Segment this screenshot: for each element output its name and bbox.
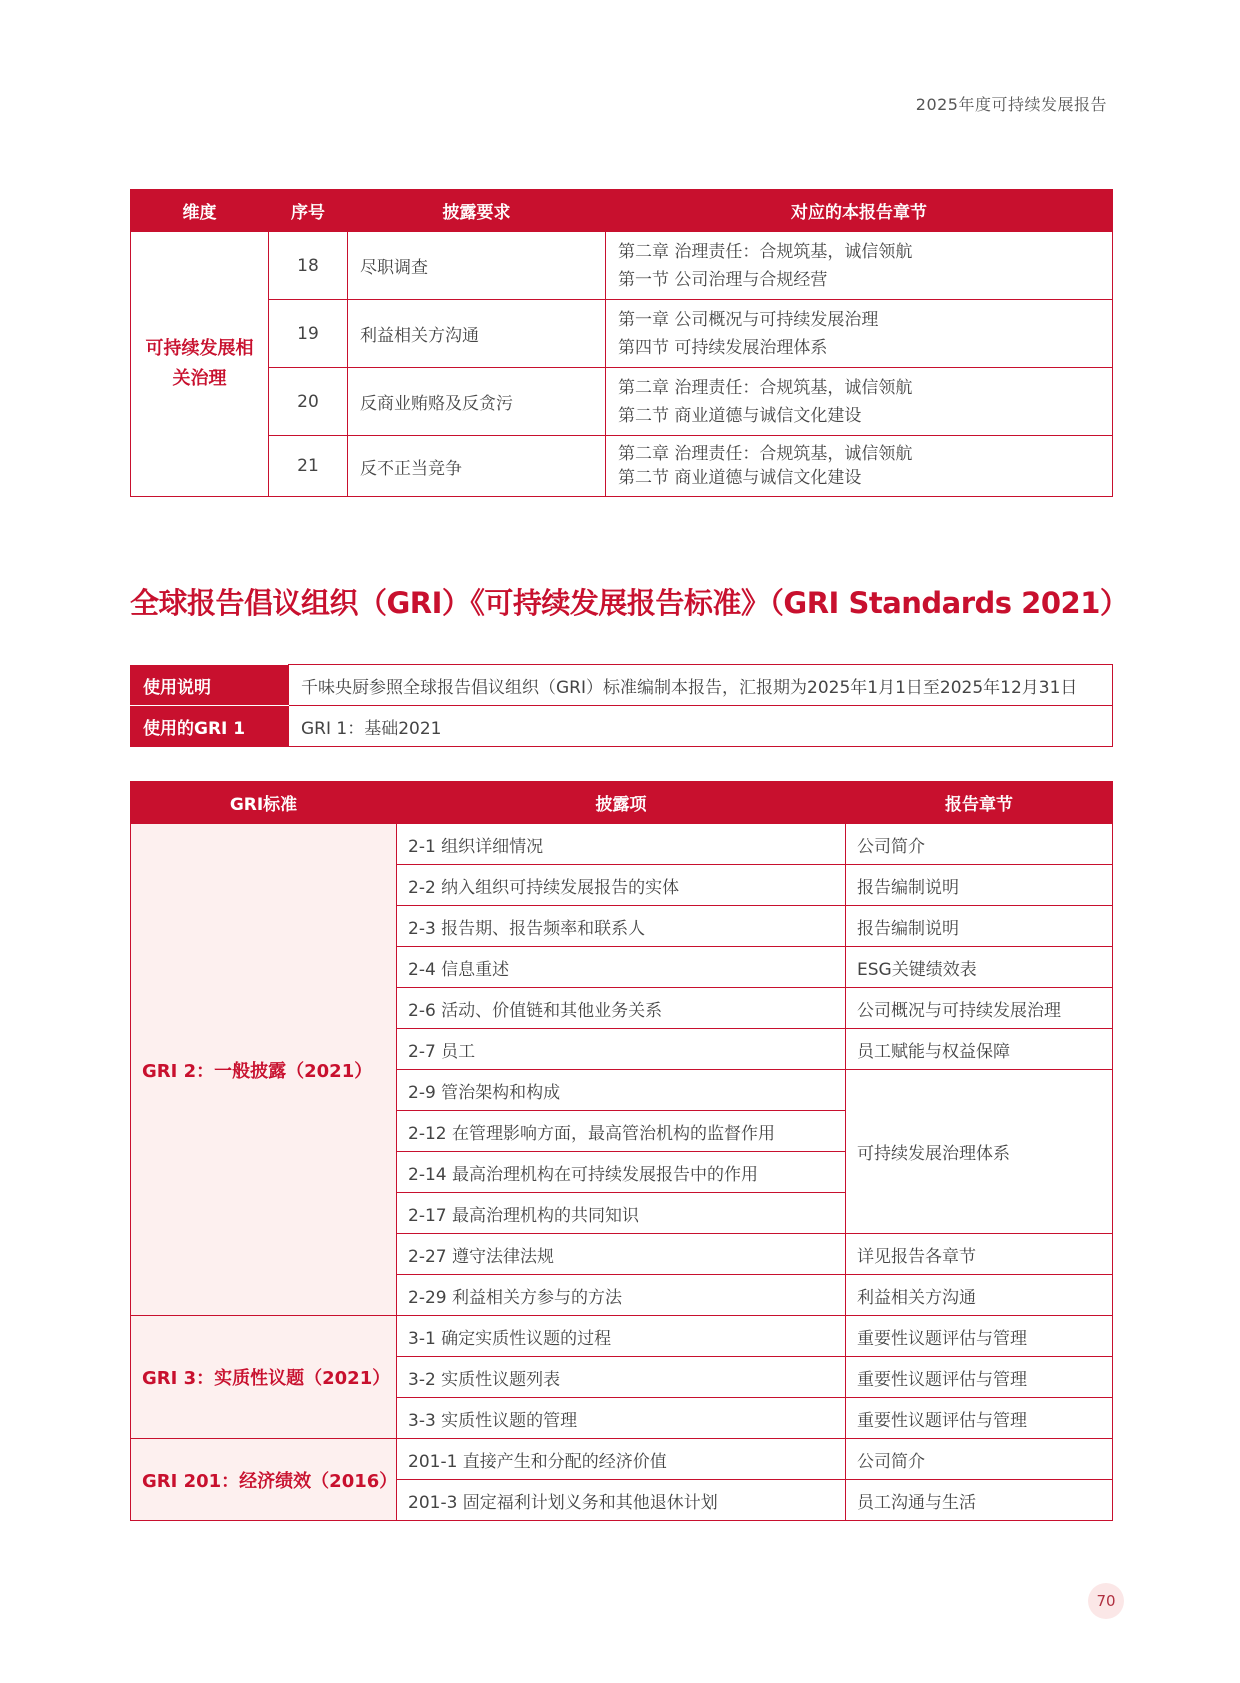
section-cell: [606, 368, 1113, 436]
table-row: [131, 436, 1113, 497]
section-line: 第四节 可持续发展治理体系: [618, 337, 828, 358]
disclosure-item: 201-3 固定福利计划义务和其他退休计划: [397, 1480, 846, 1521]
disclosure-item: 2-4 信息重述: [397, 947, 846, 988]
seq-cell: 21: [269, 436, 348, 497]
section-line: 第二节 商业道德与诚信文化建设: [618, 405, 862, 426]
section-cell: [606, 300, 1113, 368]
col-header-requirement: 披露要求: [348, 190, 606, 232]
report-chapter: 利益相关方沟通: [846, 1275, 1113, 1316]
section-line: 第二章 治理责任：合规筑基，诚信领航: [618, 377, 913, 398]
report-chapter: 员工赋能与权益保障: [846, 1029, 1113, 1070]
section-cell: [606, 232, 1113, 300]
report-chapter: 报告编制说明: [846, 906, 1113, 947]
table-row: [131, 368, 1113, 436]
usage-value: 千味央厨参照全球报告倡议组织（GRI）标准编制本报告，汇报期为2025年1月1日至2025年12月31日: [289, 665, 1113, 706]
report-chapter: 重要性议题评估与管理: [846, 1316, 1113, 1357]
disclosure-item: 2-12 在管理影响方面，最高管治机构的监督作用: [397, 1111, 846, 1152]
col-header-standard: GRI标准: [131, 782, 397, 824]
requirement-cell: 反商业贿赂及反贪污: [348, 368, 606, 436]
requirement-cell: 利益相关方沟通: [348, 300, 606, 368]
disclosure-item: 2-14 最高治理机构在可持续发展报告中的作用: [397, 1152, 846, 1193]
col-header-chapter: 报告章节: [846, 782, 1113, 824]
table-header-row: [131, 190, 1113, 232]
seq-cell: 18: [269, 232, 348, 300]
governance-table: [130, 189, 1113, 497]
disclosure-item: 201-1 直接产生和分配的经济价值: [397, 1439, 846, 1480]
table-row: [131, 665, 1113, 706]
page-number: 70: [1088, 1583, 1124, 1619]
seq-cell: 20: [269, 368, 348, 436]
report-chapter: 重要性议题评估与管理: [846, 1357, 1113, 1398]
disclosure-item: 2-6 活动、价值链和其他业务关系: [397, 988, 846, 1029]
gri-standard-cell: GRI 2：一般披露（2021）: [131, 824, 397, 1316]
table-row: [131, 706, 1113, 747]
disclosure-item: 3-3 实质性议题的管理: [397, 1398, 846, 1439]
table-row: [131, 232, 1113, 300]
disclosure-item: 2-3 报告期、报告频率和联系人: [397, 906, 846, 947]
report-chapter: 员工沟通与生活: [846, 1480, 1113, 1521]
dimension-cell: 可持续发展相关治理: [131, 232, 269, 497]
report-chapter: 报告编制说明: [846, 865, 1113, 906]
section-line: 第二章 治理责任：合规筑基，诚信领航: [618, 444, 913, 464]
section-line: 第二节 商业道德与诚信文化建设: [618, 468, 862, 488]
section-cell: [606, 436, 1113, 497]
table-row: [131, 1316, 1113, 1357]
section-title: 全球报告倡议组织（GRI）《可持续发展报告标准》（GRI Standards 2021）: [130, 586, 1129, 620]
gri-standard-cell: GRI 3：实质性议题（2021）: [131, 1316, 397, 1439]
report-chapter: 公司概况与可持续发展治理: [846, 988, 1113, 1029]
col-header-seq: 序号: [269, 190, 348, 232]
usage-key: 使用说明: [131, 665, 289, 706]
disclosure-item: 2-2 纳入组织可持续发展报告的实体: [397, 865, 846, 906]
disclosure-item: 2-27 遵守法律法规: [397, 1234, 846, 1275]
seq-cell: 19: [269, 300, 348, 368]
col-header-item: 披露项: [397, 782, 846, 824]
table-row: [131, 1439, 1113, 1480]
report-chapter: 详见报告各章节: [846, 1234, 1113, 1275]
col-header-section: 对应的本报告章节: [606, 190, 1113, 232]
section-line: 第一章 公司概况与可持续发展治理: [618, 309, 879, 330]
gri-index-table: [130, 781, 1113, 1521]
report-title: 2025年度可持续发展报告: [915, 95, 1107, 114]
col-header-dimension: 维度: [131, 190, 269, 232]
report-chapter: ESG关键绩效表: [846, 947, 1113, 988]
table-row: [131, 300, 1113, 368]
disclosure-item: 2-17 最高治理机构的共同知识: [397, 1193, 846, 1234]
usage-key: 使用的GRI 1: [131, 706, 289, 747]
disclosure-item: 2-29 利益相关方参与的方法: [397, 1275, 846, 1316]
report-chapter: 可持续发展治理体系: [846, 1070, 1113, 1234]
disclosure-item: 2-7 员工: [397, 1029, 846, 1070]
table-header-row: [131, 782, 1113, 824]
section-line: 第二章 治理责任：合规筑基，诚信领航: [618, 241, 913, 262]
disclosure-item: 2-1 组织详细情况: [397, 824, 846, 865]
report-chapter: 公司简介: [846, 1439, 1113, 1480]
disclosure-item: 2-9 管治架构和构成: [397, 1070, 846, 1111]
requirement-cell: 尽职调查: [348, 232, 606, 300]
requirement-cell: 反不正当竞争: [348, 436, 606, 497]
report-chapter: 公司简介: [846, 824, 1113, 865]
disclosure-item: 3-1 确定实质性议题的过程: [397, 1316, 846, 1357]
section-line: 第一节 公司治理与合规经营: [618, 269, 828, 290]
report-chapter: 重要性议题评估与管理: [846, 1398, 1113, 1439]
gri-standard-cell: GRI 201：经济绩效（2016）: [131, 1439, 397, 1521]
table-row: [131, 824, 1113, 865]
usage-value: GRI 1：基础2021: [289, 706, 1113, 747]
gri-usage-table: [130, 664, 1113, 747]
disclosure-item: 3-2 实质性议题列表: [397, 1357, 846, 1398]
